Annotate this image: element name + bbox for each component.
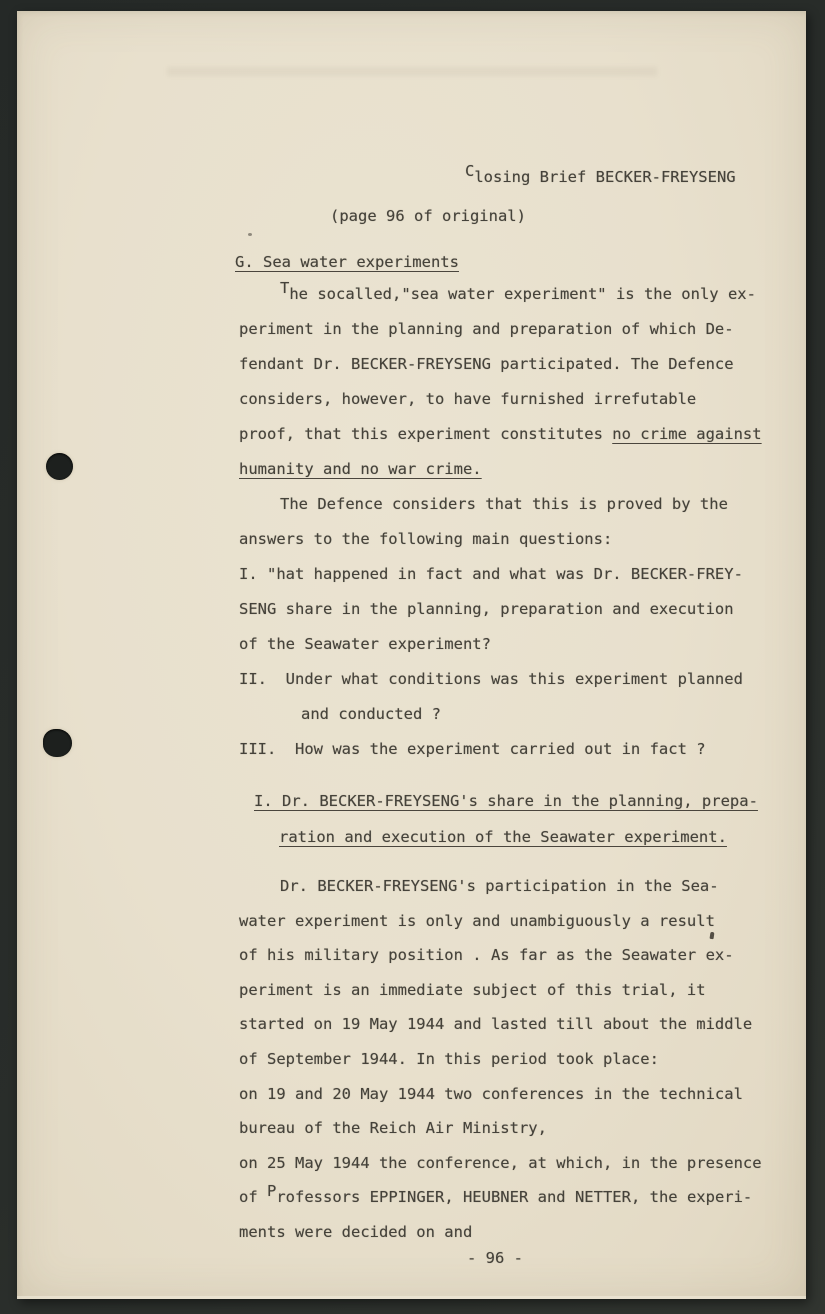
text-segment: T — [280, 279, 290, 297]
text-segment: no crime against — [612, 425, 762, 443]
text-segment: rofessors EPPINGER, HEUBNER and NETTER, the experi- — [276, 1188, 753, 1207]
text-segment: II. Under what conditions was this experiment planned — [239, 670, 743, 688]
text-line — [239, 530, 762, 565]
text-line — [254, 792, 758, 828]
text-line — [239, 1015, 762, 1050]
text-segment: III. How was the experiment carried out in fact ? — [239, 740, 706, 758]
text-line — [239, 1119, 762, 1154]
punch-hole-bottom — [43, 729, 72, 757]
text-line — [239, 877, 762, 912]
page-number: - 96 - — [467, 1249, 523, 1267]
text-segment: of his military position . As far as the Seawater ex- — [239, 946, 734, 965]
text-segment: P — [267, 1182, 277, 1201]
text-line — [239, 355, 762, 390]
text-segment: periment in the planning and preparation of which De- — [239, 320, 734, 338]
text-line — [239, 705, 762, 740]
text-line — [239, 495, 762, 530]
text-line — [239, 600, 762, 635]
text-segment: of September 1944. In this period took place: — [239, 1049, 659, 1068]
stray-ink-dot — [248, 233, 252, 236]
text-segment: Dr. BECKER-FREYSENG's participation in the Sea- — [280, 877, 719, 895]
text-line — [239, 390, 762, 425]
text-segment: he socalled,"sea water experiment" is the only ex- — [289, 285, 756, 303]
page-reference: (page 96 of original) — [330, 207, 526, 225]
text-segment: proof, that this experiment constitutes — [239, 425, 613, 443]
text-segment: of — [239, 1188, 267, 1207]
paragraph-block-subheading — [254, 792, 758, 864]
text-segment: on 19 and 20 May 1944 two conferences in the technical — [239, 1084, 743, 1103]
text-line — [239, 912, 762, 947]
section-heading: G. Sea water experiments — [235, 253, 459, 271]
text-segment: ration and execution of the Seawater experiment. — [279, 828, 727, 846]
text-line — [239, 565, 762, 600]
text-segment: The Defence considers that this is proved by the — [280, 495, 728, 513]
text-line — [239, 1085, 762, 1120]
text-segment: of the Seawater experiment? — [239, 635, 491, 653]
text-segment: SENG share in the planning, preparation and execution — [239, 600, 734, 618]
text-line — [239, 981, 762, 1016]
scanned-page — [17, 11, 806, 1299]
text-segment: humanity and no war crime. — [239, 460, 482, 478]
text-line — [239, 460, 762, 495]
text-segment: bureau of the Reich Air Ministry, — [239, 1119, 547, 1138]
text-line — [239, 670, 762, 705]
text-segment: water experiment is only and unambiguously a result — [239, 911, 715, 930]
text-line — [239, 320, 762, 355]
title-superscript-letter: C — [465, 162, 475, 180]
paragraph-block-participation — [239, 877, 762, 1258]
text-segment: periment is an immediate subject of this trial, it — [239, 980, 706, 999]
text-line — [239, 740, 762, 775]
text-line — [239, 635, 762, 670]
document-title — [465, 162, 736, 186]
text-line — [239, 1154, 762, 1189]
text-line — [239, 946, 762, 981]
text-line — [254, 828, 758, 864]
text-line — [239, 1182, 762, 1223]
scan-smudge-mark — [167, 67, 657, 76]
text-segment: on 25 May 1944 the conference, at which, in the presence — [239, 1153, 762, 1172]
text-line — [239, 279, 762, 320]
text-segment: and conducted ? — [301, 705, 441, 723]
text-segment: fendant Dr. BECKER-FREYSENG participated. The Defence — [239, 355, 734, 373]
title-text: losing Brief BECKER-FREYSENG — [474, 168, 736, 186]
text-segment: ments were decided on and — [239, 1222, 473, 1241]
punch-hole-top — [46, 453, 73, 480]
text-line — [239, 1050, 762, 1085]
text-segment: answers to the following main questions: — [239, 530, 613, 548]
text-segment: considers, however, to have furnished irrefutable — [239, 390, 697, 408]
text-segment: I. "hat happened in fact and what was Dr. BECKER-FREY- — [239, 565, 743, 583]
paragraph-block-argument — [239, 279, 762, 775]
text-segment: I. Dr. BECKER-FREYSENG's share in the planning, prepa- — [254, 792, 758, 810]
text-line — [239, 425, 762, 460]
text-segment: started on 19 May 1944 and lasted till about the middle — [239, 1015, 753, 1034]
